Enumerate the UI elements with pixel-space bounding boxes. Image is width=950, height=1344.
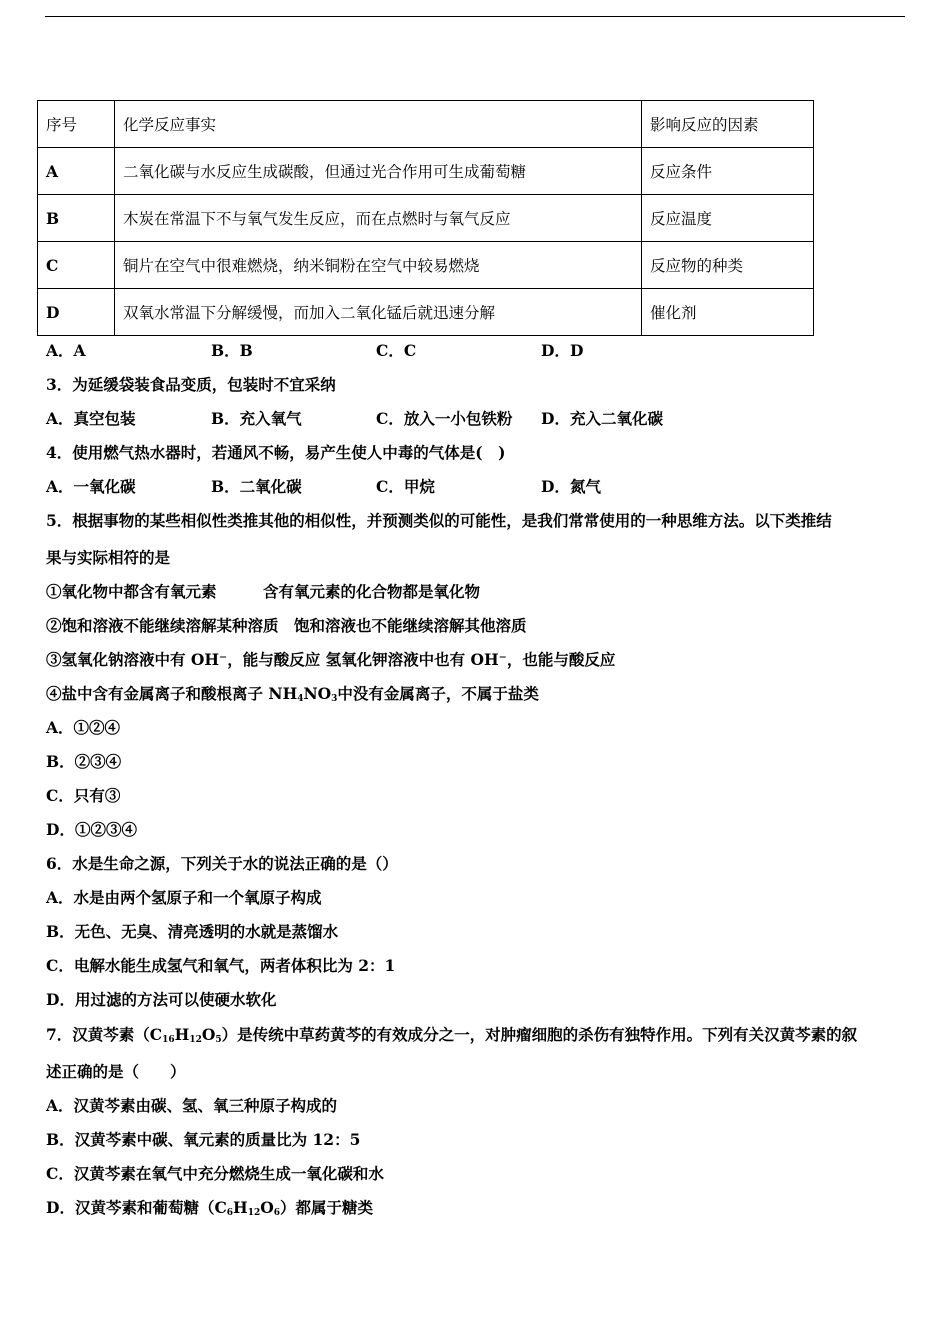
option-a[interactable]: A．水是由两个氢原子和一个氧原子构成 [46,888,322,907]
q2-options [46,341,583,361]
row-factor: 反应温度 [642,195,814,242]
row-label: A [38,148,115,195]
row-factor: 反应物的种类 [642,242,814,289]
option-b[interactable]: B．B [211,341,253,360]
q5-stem-line2: 果与实际相符的是 [46,548,171,567]
option-c[interactable]: C．甲烷 [376,477,435,496]
text-span: ）都属于糖类 [280,1198,374,1217]
option-c[interactable]: C．C [376,341,417,360]
text-span: H [233,1198,248,1217]
q4-stem: 4．使用燃气热水器时，若通风不畅，易产生使人中毒的气体是( ) [46,443,506,462]
row-factor: 反应条件 [642,148,814,195]
option-a[interactable]: A．汉黄芩素由碳、氢、氧三种原子构成的 [46,1096,338,1115]
subscript: 4 [297,694,304,704]
option-d[interactable]: D．D [541,341,584,360]
table-row [38,289,814,336]
row-fact: 二氧化碳与水反应生成碳酸，但通过光合作用可生成葡萄糖 [115,148,642,195]
option-a[interactable]: A．一氧化碳 [46,477,136,496]
option-b[interactable]: B．充入氧气 [211,409,302,428]
q7-stem-line1 [46,1025,857,1050]
subscript: 6 [273,1208,281,1218]
option-b[interactable]: B．汉黄芩素中碳、氧元素的质量比为 12：5 [46,1130,361,1149]
option-d[interactable]: D．充入二氧化碳 [541,409,663,428]
subscript: 12 [247,1208,261,1218]
row-factor: 催化剂 [642,289,814,336]
text-span: O [201,1025,216,1044]
q3-stem: 3．为延缓袋装食品变质，包装时不宜采纳 [46,375,336,394]
row-fact: 双氧水常温下分解缓慢，而加入二氧化锰后就迅速分解 [115,289,642,336]
q4-options [46,477,601,497]
text-span: NO [303,684,332,703]
table-header-row [38,101,814,148]
q5-stem-line1: 5．根据事物的某些相似性类推其他的相似性，并预测类似的可能性，是我们常常使用的一种思维方法。以下类推结 [46,511,832,530]
q5-item-1: ①氧化物中都含有氧元素 含有氧元素的化合物都是氧化物 [46,582,481,601]
subscript: 6 [226,1208,234,1218]
option-c[interactable]: C．汉黄芩素在氧气中充分燃烧生成一氧化碳和水 [46,1164,384,1183]
text-span: 7．汉黄芩素（C [46,1025,163,1044]
header-cell: 序号 [38,101,115,148]
q7-stem-line2: 述正确的是（ ） [46,1062,186,1081]
option-b[interactable]: B．二氧化碳 [211,477,302,496]
table-row [38,148,814,195]
row-fact: 铜片在空气中很难燃烧，纳米铜粉在空气中较易燃烧 [115,242,642,289]
option-d[interactable]: D．①②③④ [46,820,137,839]
option-c[interactable]: C．只有③ [46,786,121,805]
option-a[interactable]: A．A [46,341,86,360]
text-span: ）是传统中草药黄芩的有效成分之一，对肿瘤细胞的杀伤有独特作用。下列有关汉黄芩素的叙 [221,1025,858,1044]
reaction-factor-table [37,100,814,336]
subscript: 16 [162,1035,175,1045]
option-d[interactable] [46,1198,373,1223]
header-rule [45,16,905,17]
option-d[interactable]: D．氮气 [541,477,601,496]
table-row [38,195,814,242]
text-span: 中没有金属离子，不属于盐类 [337,684,539,703]
option-a[interactable]: A．①②④ [46,718,121,737]
q3-options [46,409,663,429]
row-fact: 木炭在常温下不与氧气发生反应，而在点燃时与氧气反应 [115,195,642,242]
text-span: D．汉黄芩素和葡萄糖（C [46,1198,227,1217]
header-cell: 影响反应的因素 [642,101,814,148]
subscript: 5 [215,1035,222,1045]
option-b[interactable]: B．②③④ [46,752,122,771]
text-span: H [174,1025,190,1044]
q5-item-2: ②饱和溶液不能继续溶解某种溶质 饱和溶液也不能继续溶解其他溶质 [46,616,527,635]
row-label: C [38,242,115,289]
row-label: B [38,195,115,242]
row-label: D [38,289,115,336]
q6-stem: 6．水是生命之源，下列关于水的说法正确的是（） [46,854,398,873]
subscript: 3 [331,694,338,704]
text-span: ④盐中含有金属离子和酸根离子 NH [46,684,298,703]
option-d[interactable]: D．用过滤的方法可以使硬水软化 [46,990,277,1009]
option-c[interactable]: C．电解水能生成氢气和氧气，两者体积比为 2：1 [46,956,396,975]
header-cell: 化学反应事实 [115,101,642,148]
option-a[interactable]: A．真空包装 [46,409,136,428]
table-row [38,242,814,289]
option-b[interactable]: B．无色、无臭、清亮透明的水就是蒸馏水 [46,922,339,941]
text-span: O [260,1198,274,1217]
q5-item-3: ③氢氧化钠溶液中有 OH⁻，能与酸反应 氢氧化钾溶液中也有 OH⁻，也能与酸反应 [46,650,616,669]
option-c[interactable]: C．放入一小包铁粉 [376,409,513,428]
subscript: 12 [189,1035,202,1045]
q5-item-4 [46,684,539,709]
